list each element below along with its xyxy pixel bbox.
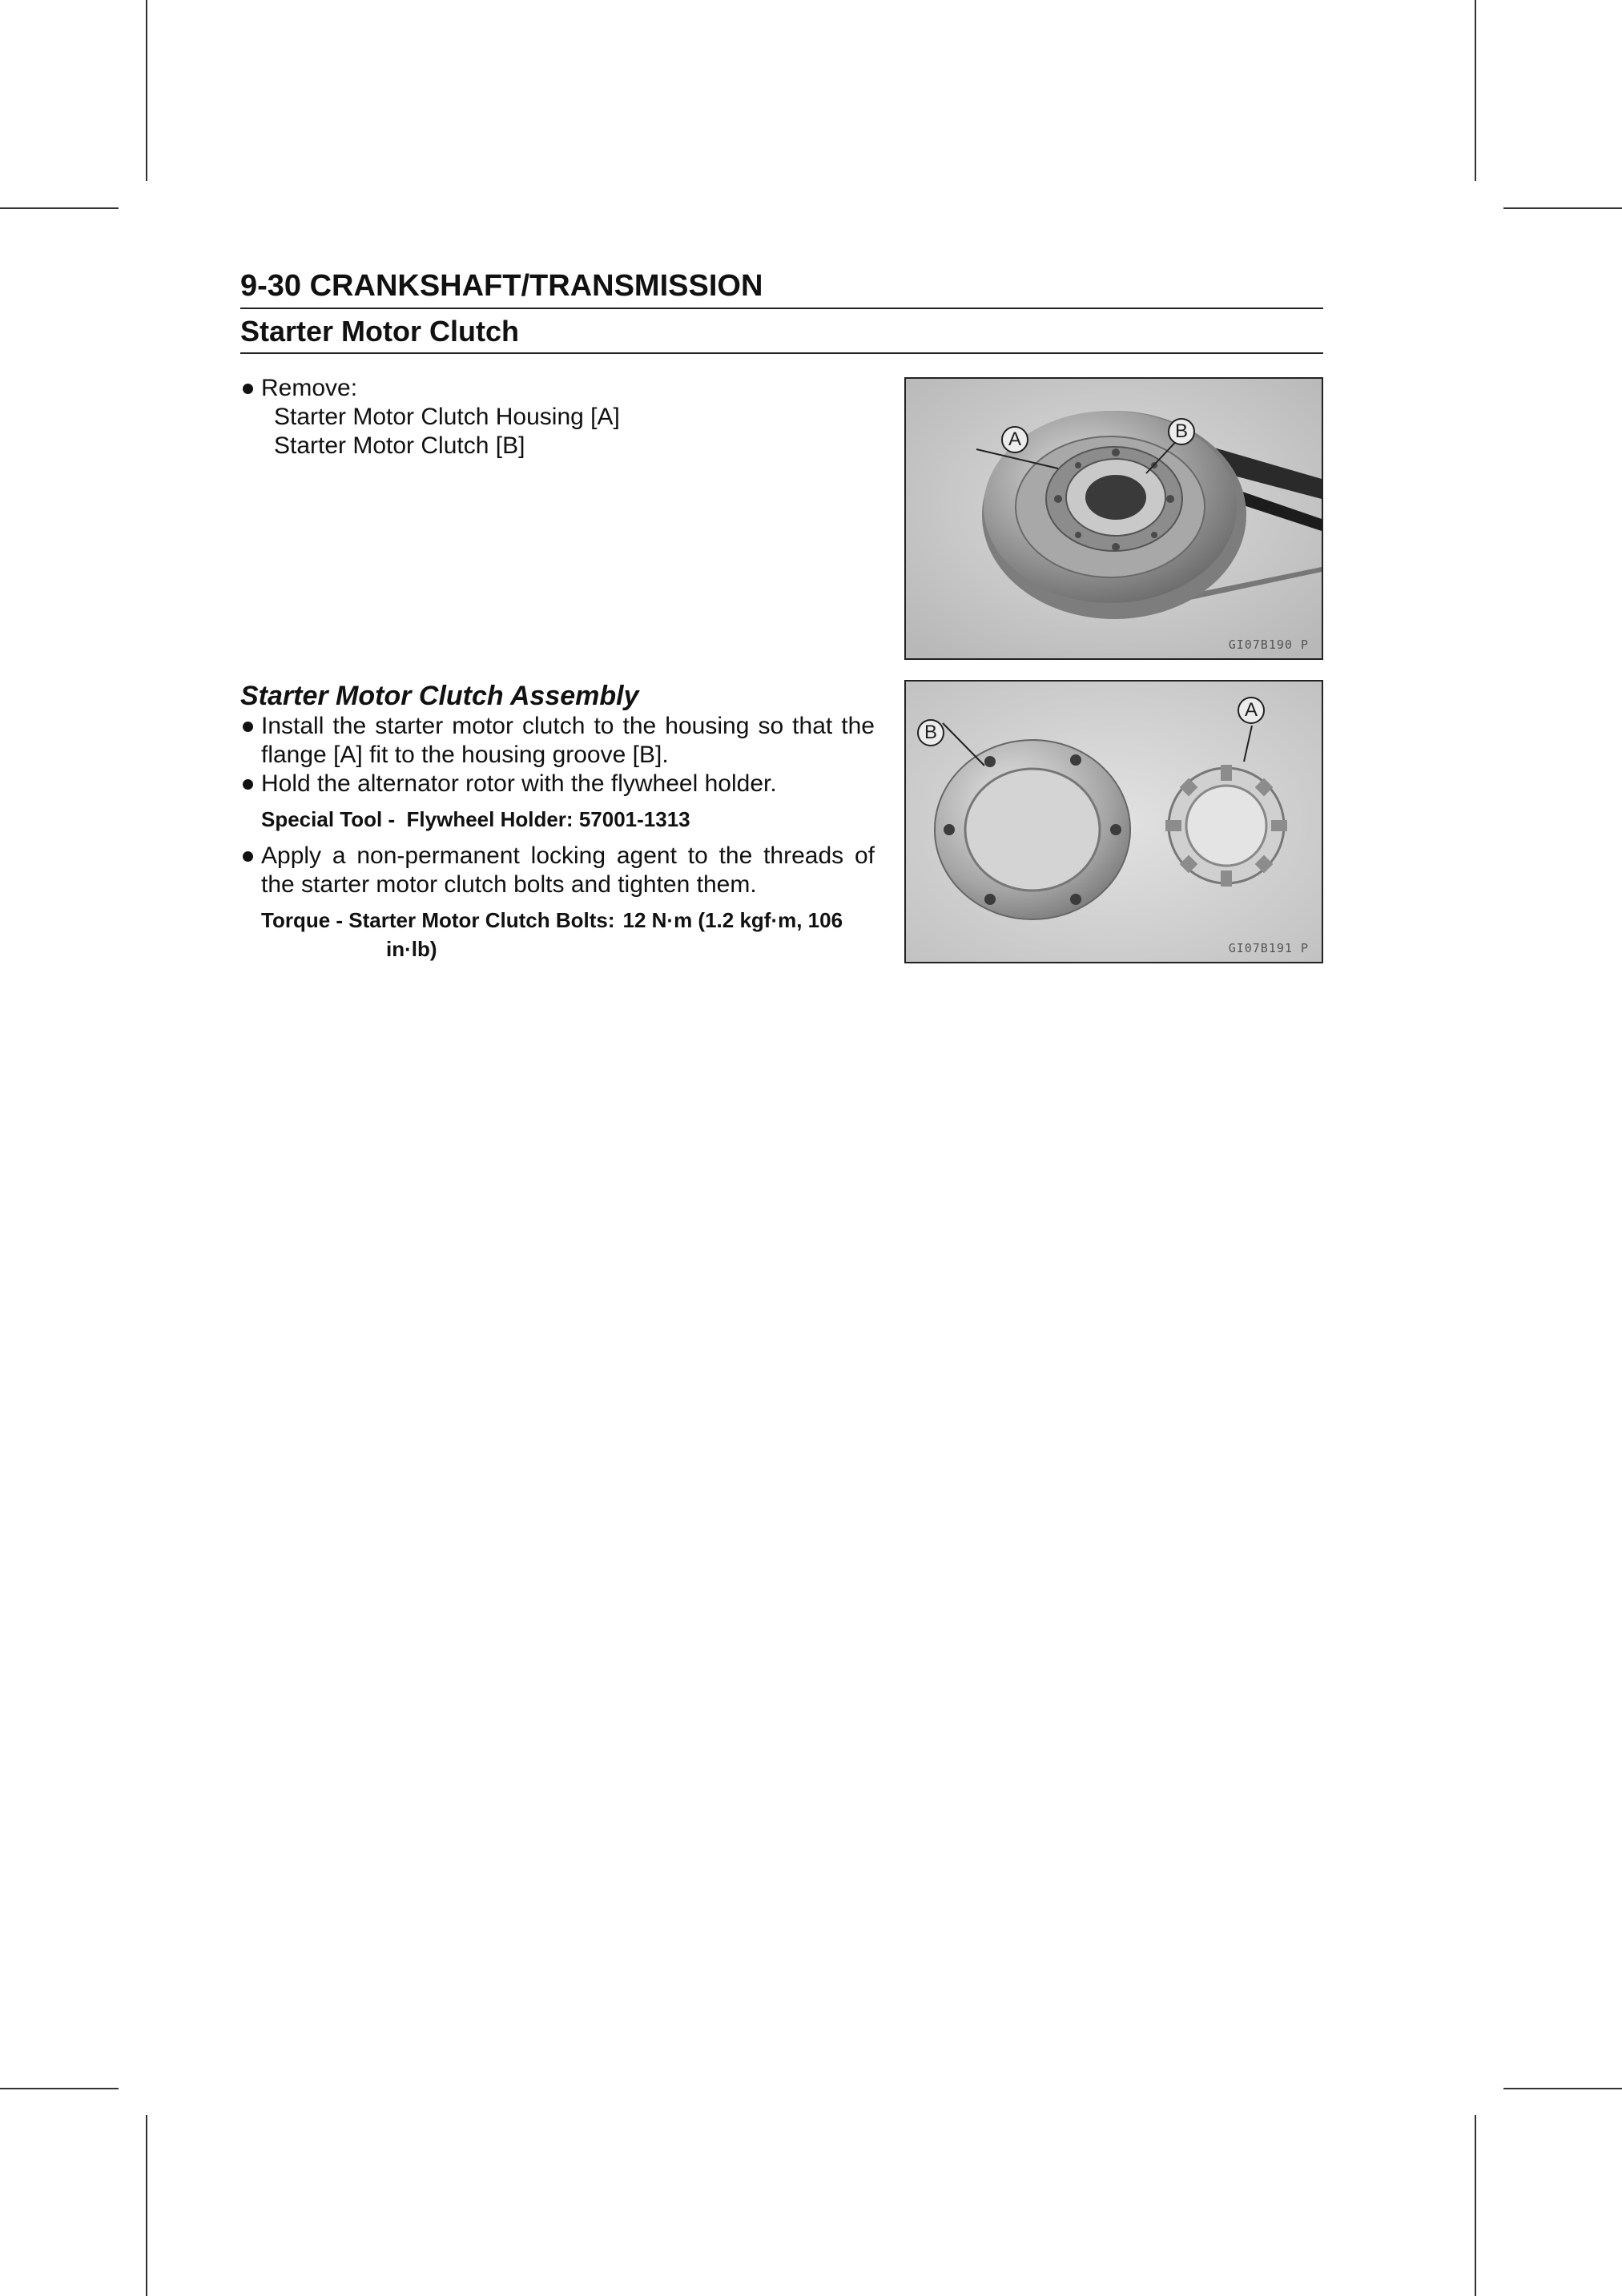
crop-mark-top-left: [146, 0, 147, 181]
torque-spec: [240, 906, 875, 963]
callout-a: A: [1238, 697, 1265, 724]
assembly-bullet-install: Install the starter motor clutch to the housing so that the flange [A] fit to the housing groove [B].: [240, 712, 875, 770]
callout-a: A: [1001, 426, 1028, 453]
crop-mark-bottom-left: [146, 2115, 147, 2296]
callout-b: B: [1168, 418, 1195, 445]
remove-bullet: Remove:: [240, 374, 875, 403]
figure-clutch-housing-removal: [904, 377, 1323, 660]
special-tool-spec: [240, 805, 875, 834]
page-title: 9-30 CRANKSHAFT/TRANSMISSION: [240, 266, 1323, 309]
remove-item-housing: Starter Motor Clutch Housing [A]: [274, 404, 620, 430]
crop-mark-bottom-right-h: [1503, 2088, 1622, 2089]
crop-mark-top-right: [1475, 0, 1476, 181]
torque-value: 12 N·m (1.2 kgf·m, 106: [622, 908, 843, 932]
assembly-heading: Starter Motor Clutch Assembly: [240, 681, 639, 711]
callout-b: B: [917, 719, 944, 746]
crop-mark-top-left-h: [0, 207, 119, 209]
figure-code: GI07B191 P: [1228, 941, 1309, 955]
figure-code: GI07B190 P: [1228, 637, 1309, 652]
torque-value-continued: in·lb): [386, 937, 437, 961]
assembly-bullet-locking-agent: Apply a non-permanent locking agent to the threads of the starter motor clutch bolts and tighten them.: [240, 842, 875, 899]
clutch-housing-photo: [906, 379, 1322, 658]
removal-block: [240, 374, 875, 460]
crop-mark-bottom-right: [1475, 2115, 1476, 2296]
clutch-parts-photo: [906, 682, 1322, 962]
section-title: Starter Motor Clutch: [240, 309, 1323, 354]
assembly-bullet-hold: Hold the alternator rotor with the flywheel holder.: [240, 770, 875, 798]
crop-mark-bottom-left-h: [0, 2088, 119, 2089]
figure-clutch-and-housing-parts: [904, 680, 1323, 963]
page-header: [240, 266, 1323, 354]
crop-mark-top-right-h: [1503, 207, 1622, 209]
remove-item-clutch: Starter Motor Clutch [B]: [274, 432, 525, 459]
torque-label: Torque - Starter Motor Clutch Bolts:: [261, 908, 615, 932]
special-tool-label: Special Tool - Flywheel Holder:: [261, 807, 574, 831]
special-tool-value: 57001-1313: [578, 807, 690, 831]
assembly-block: [240, 680, 875, 963]
